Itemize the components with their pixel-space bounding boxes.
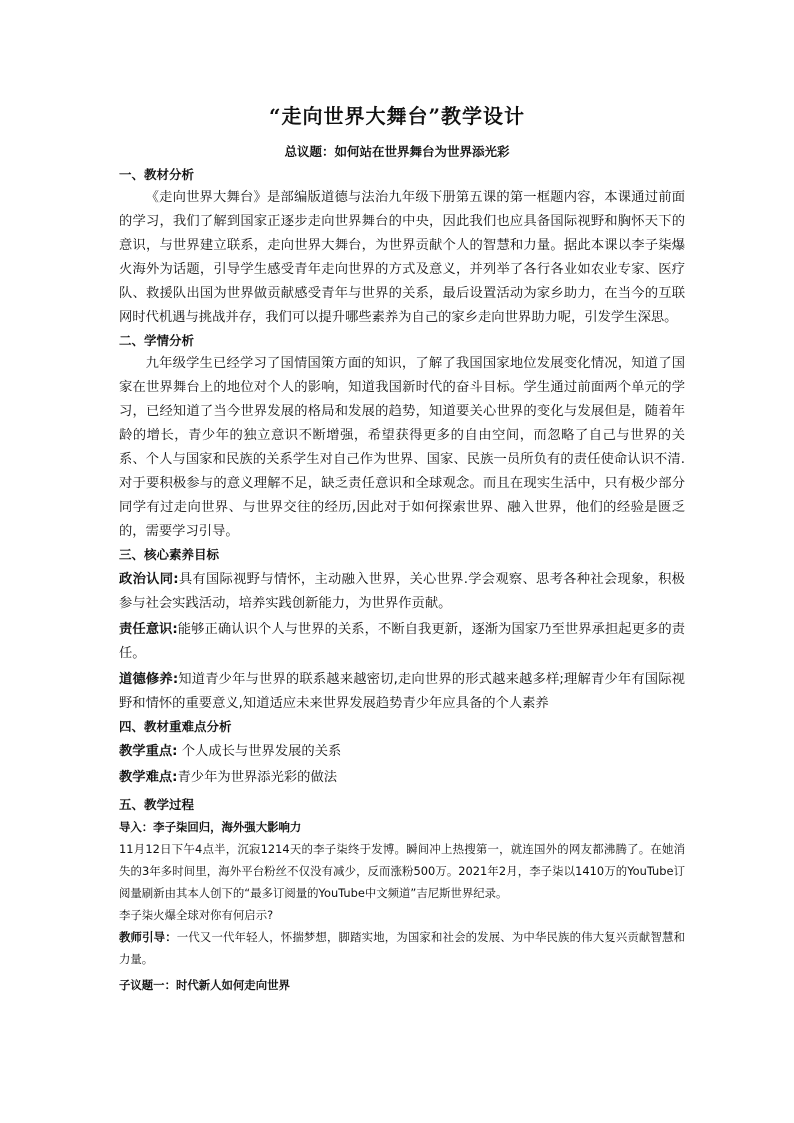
page-subtitle: 总议题：如何站在世界舞台为世界添光彩 [284,144,510,159]
difficult-point [119,766,685,790]
goal-label: 政治认同: [119,572,179,587]
goal-label: 道德修养: [119,672,179,687]
difficult-point-label: 教学难点: [119,770,178,785]
section-heading-core-literacy: 三、核心素养目标 [119,547,220,562]
section-heading-textbook-analysis: 一、教材分析 [119,167,195,182]
sub-topic-one-text: 子议题一：时代新人如何走向世界 [119,978,290,992]
section-heading-teaching-process: 五、教学过程 [119,797,195,812]
lesson-intro-text: 导入：李子柒回归，海外强大影响力 [119,820,302,834]
goal-political-identity [119,568,685,616]
teacher-guide-text: 一代又一代年轻人，怀揣梦想，脚踏实地，为国家和社会的发展、为中华民族的伟大复兴贡献智慧和力量。 [119,930,685,966]
sub-topic-one [119,974,685,996]
intro-story-paragraph: 11月12日下午4点半，沉寂1214天的李子柒终于发博。瞬间冲上热搜第一，就连国外的网友都沸腾了。在她消失的3年多时间里，海外平台粉丝不仅没有减少，反而涨粉500万。2021年2月，李子柒以1410万的YouTube订阅量刷新由其本人创下的“最多订阅量的YouTube中文频道”吉尼斯世界纪录。 [119,842,685,900]
section-heading-student-analysis: 二、学情分析 [119,333,195,348]
teacher-guide-label: 教师引导： [119,930,177,944]
goal-label: 责任意识: [119,622,178,637]
paragraph-student-analysis: 九年级学生已经学习了国情国策方面的知识，了解了我国国家地位发展变化情况，知道了国家在世界舞台上的地位对个人的影响，知道我国新时代的奋斗目标。学生通过前面两个单元的学习，已经知道了当今世界发展的格局和发展的趋势，知道要关心世界的变化与发展但是，随着年龄的增长，青少年的独立意识不断增强，希望获得更多的自由空间，而忽略了自己与世界的关系、个人与国家和民族的关系学生对自己作为世界、国家、民族一员所负有的责任使命认识不清.对于要积极参与的意义理解不足，缺乏责任意识和全球观念。而且在现实生活中，只有极少部分同学有过走向世界、与世界交往的经历,因此对于如何探索世界、融入世界，他们的经验是匮乏的，需要学习引导。 [119,356,685,539]
teacher-guide [119,926,685,970]
difficult-point-text: 青少年为世界添光彩的做法 [177,770,338,785]
goal-text: 知道青少年与世界的联系越来越密切,走向世界的形式越来越多样;理解青少年有国际视野和情怀的重要意义,知道适应未来世界发展趋势青少年应具备的个人素养 [119,672,685,711]
page-title: “走向世界大舞台”教学设计 [268,104,525,128]
section-heading-key-points: 四、教材重难点分析 [119,719,232,734]
key-point [119,740,685,764]
discussion-question: 李子柒火爆全球对你有何启示? [119,908,274,922]
lesson-intro [119,816,685,838]
goal-responsibility [119,618,685,666]
goal-text: 具有国际视野与情怀，主动融入世界，关心世界.学会观察、思考各种社会现象，积极参与社会实践活动，培养实践创新能力，为世界作贡献。 [119,572,685,611]
document-body [119,164,685,996]
goal-text: 能够正确认识个人与世界的关系，不断自我更新，逐渐为国家乃至世界承担起更多的责任。 [119,622,685,661]
goal-morality [119,668,685,716]
paragraph-textbook-analysis: 《走向世界大舞台》是部编版道德与法治九年级下册第五课的第一框题内容，本课通过前面的学习，我们了解到国家正逐步走向世界舞台的中央，因此我们也应具备国际视野和胸怀天下的意识，与世界建立联系，走向世界大舞台，为世界贡献个人的智慧和力量。据此本课以李子柒爆火海外为话题，引导学生感受青年走向世界的方式及意义，并列举了各行各业如农业专家、医疗队、救援队出国为世界做贡献感受青年与世界的关系，最后设置活动为家乡助力，在当今的互联网时代机遇与挑战并存，我们可以提升哪些素养为自己的家乡走向世界助力呢，引发学生深思。 [119,190,685,325]
key-point-label: 教学重点: [119,744,178,759]
key-point-text: 个人成长与世界发展的关系 [177,744,342,759]
